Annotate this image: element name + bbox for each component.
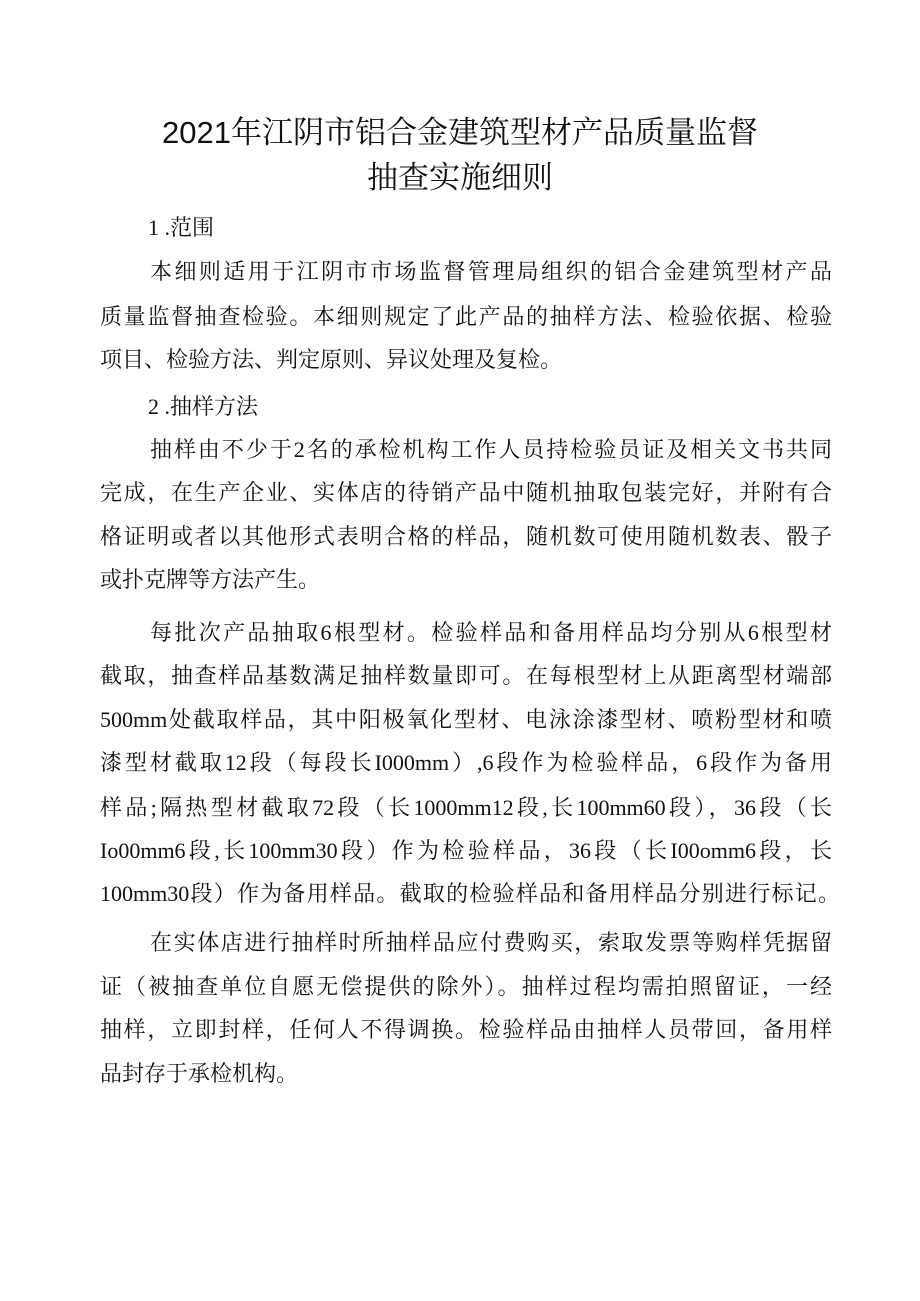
paragraph-line: 每批次产品抽取6根型材。检验样品和备用样品均分别从6根型材 <box>150 620 832 645</box>
paragraph-line: 抽样，立即封样，任何人不得调换。检验样品由抽样人员带回，备用样 <box>100 1017 832 1042</box>
paragraph-line: 完成，在生产企业、实体店的待销产品中随机抽取包装完好，并附有合 <box>100 480 832 505</box>
paragraph-line: 本细则适用于江阴市市场监督管理局组织的铝合金建筑型材产品 <box>150 259 832 284</box>
paragraph-line: 证（被抽查单位自愿无偿提供的除外）。抽样过程均需拍照留证，一经 <box>100 974 832 999</box>
paragraph-line: 漆型材截取12段（每段长I000mm）,6段作为检验样品，6段作为备用 <box>100 750 832 775</box>
paragraph-line: Io00mm6段,长100mm30段）作为检验样品，36段（长I00omm6段，长 <box>100 838 832 863</box>
paragraph-line: 截取，抽查样品基数满足抽样数量即可。在每根型材上从距离型材端部 <box>100 663 832 688</box>
paragraph-line: 品封存于承检机构。 <box>100 1061 299 1086</box>
paragraph-line: 或扑克牌等方法产生。 <box>100 567 321 592</box>
paragraph-line: 在实体店进行抽样时所抽样品应付费购买，索取发票等购样凭据留 <box>150 930 832 955</box>
section-heading-sampling: 2 .抽样方法 <box>148 394 259 419</box>
paragraph-line: 100mm30段）作为备用样品。截取的检验样品和备用样品分别进行标记。 <box>100 881 840 906</box>
title-line-2: 抽查实施细则 <box>367 160 553 195</box>
paragraph-line: 项目、检验方法、判定原则、异议处理及复检。 <box>100 347 563 372</box>
paragraph-line: 样品;隔热型材截取72段（长1000mm12段,长100mm60段），36段（长 <box>100 795 832 820</box>
paragraph-line: 抽样由不少于2名的承检机构工作人员持检验员证及相关文书共同 <box>150 437 832 462</box>
title-line-1: 2021年江阴市铝合金建筑型材产品质量监督 <box>162 115 758 150</box>
paragraph-line: 500mm处截取样品，其中阳极氧化型材、电泳涂漆型材、喷粉型材和喷 <box>100 707 832 732</box>
paragraph-line: 格证明或者以其他形式表明合格的样品，随机数可使用随机数表、骰子 <box>100 524 832 549</box>
section-heading-scope: 1 .范围 <box>148 215 215 240</box>
paragraph-line: 质量监督抽查检验。本细则规定了此产品的抽样方法、检验依据、检验 <box>100 304 832 329</box>
